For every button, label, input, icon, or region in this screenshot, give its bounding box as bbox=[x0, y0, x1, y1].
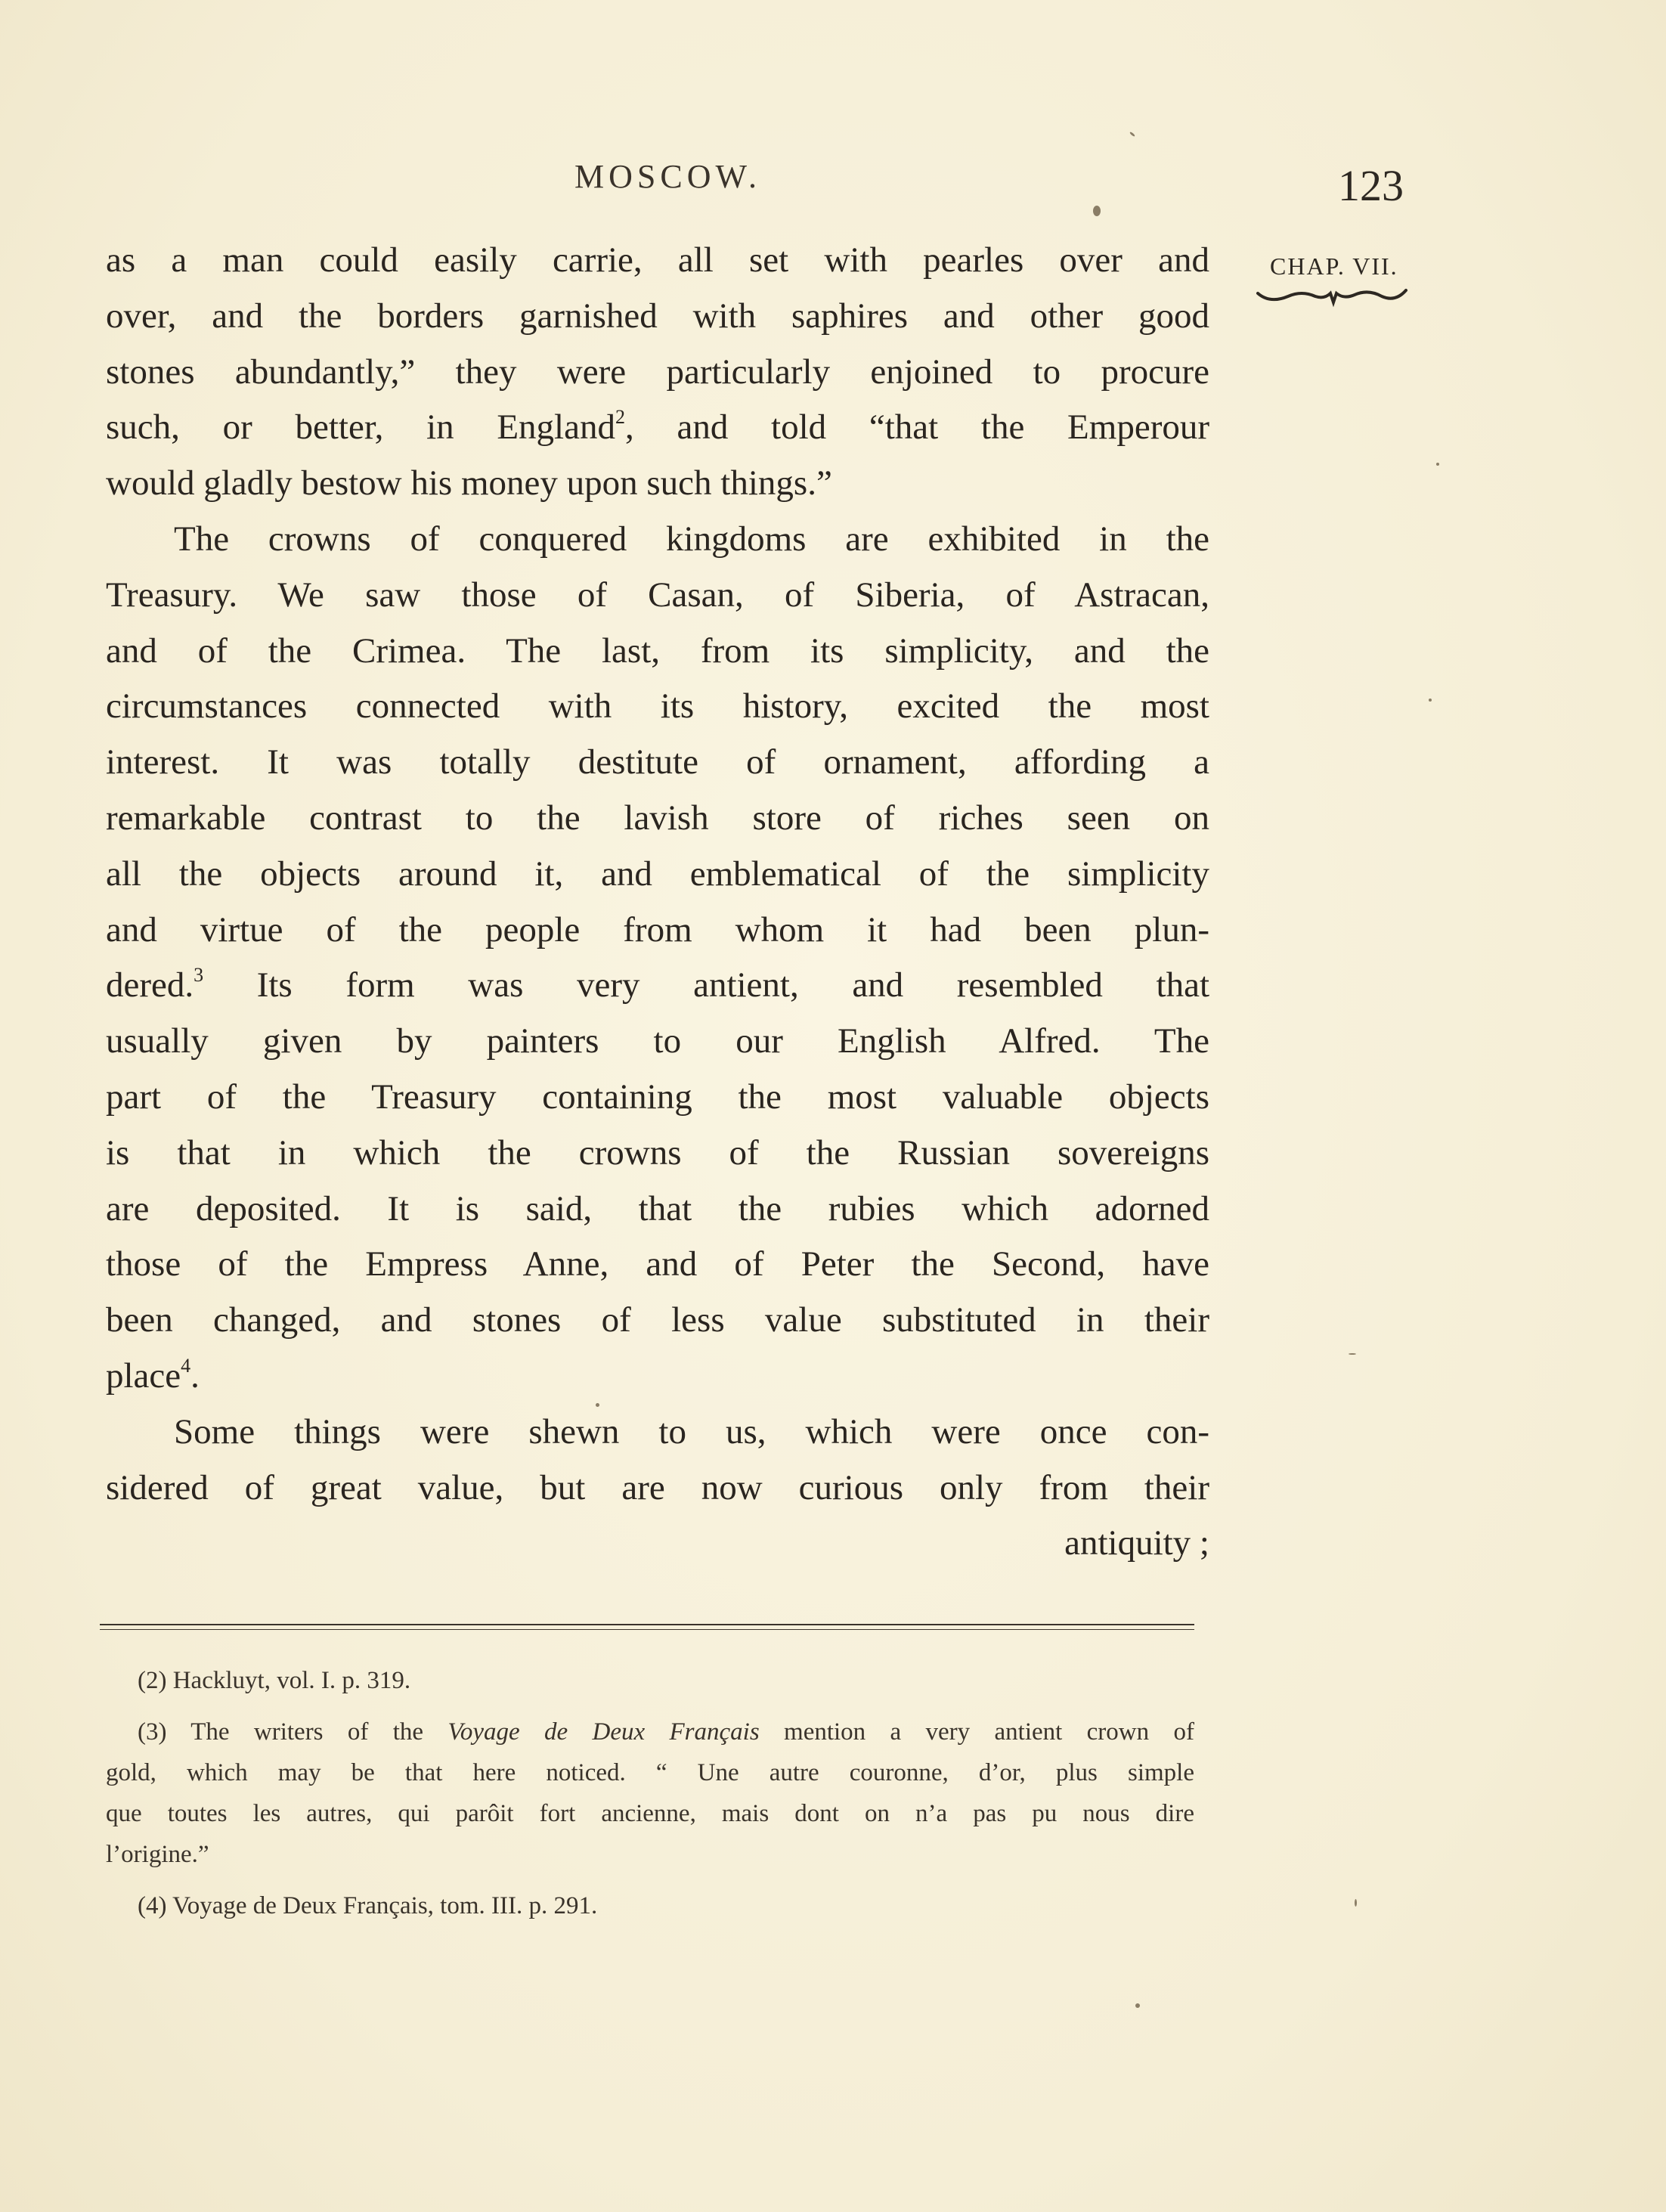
chapter-flourish-ornament bbox=[1255, 286, 1409, 308]
footnote-3-line bbox=[106, 1712, 1194, 1752]
text-line: and virtue of the people from whom it had been plun- bbox=[106, 909, 1209, 950]
footnotes bbox=[106, 1660, 1194, 1926]
note-reference: 4 bbox=[181, 1354, 191, 1377]
footnote-4: (4) Voyage de Deux Français, tom. III. p. 291. bbox=[138, 1892, 598, 1919]
text-line: as a man could easily carrie, all set with pearles over and bbox=[106, 240, 1209, 280]
paper-speck bbox=[1355, 1899, 1357, 1907]
text-segment: place bbox=[106, 1355, 181, 1396]
note-reference: 2 bbox=[615, 406, 625, 429]
page-number: 123 bbox=[1338, 161, 1404, 210]
text-line: those of the Empress Anne, and of Peter the Second, have bbox=[106, 1244, 1209, 1284]
text-line: usually given by painters to our English Alfred. The bbox=[106, 1021, 1209, 1061]
note-reference: 3 bbox=[194, 964, 204, 987]
book-title: Voyage de Deux Français bbox=[447, 1718, 760, 1746]
catchword: antiquity ; bbox=[1064, 1523, 1209, 1563]
text-line: remarkable contrast to the lavish store of riches seen on bbox=[106, 798, 1209, 838]
text-segment: (3) The writers of the bbox=[138, 1718, 448, 1746]
text-line: Some things were shewn to us, which were once con- bbox=[174, 1411, 1209, 1451]
text-line: and of the Crimea. The last, from its simplicity, and the bbox=[106, 630, 1209, 671]
footnote-rule bbox=[100, 1624, 1194, 1630]
text-line: are deposited. It is said, that the rubies which adorned bbox=[106, 1188, 1209, 1228]
text-line bbox=[106, 958, 1209, 1014]
text-line: would gladly bestow his money upon such things.” bbox=[106, 463, 832, 503]
paper-speck bbox=[1349, 1353, 1356, 1355]
footnote-3-line: que toutes les autres, qui parôit fort ancienne, mais dont on n’a pas pu nous dire bbox=[106, 1800, 1194, 1827]
text-segment: such, or better, in England bbox=[106, 407, 615, 448]
paper-speck bbox=[1129, 132, 1135, 137]
text-line: been changed, and stones of less value substituted in their bbox=[106, 1300, 1209, 1340]
text-line bbox=[106, 400, 1209, 456]
footnote-3-line: l’origine.” bbox=[106, 1841, 209, 1868]
text-line bbox=[106, 1349, 1209, 1405]
text-line: circumstances connected with its history, excited the most bbox=[106, 686, 1209, 726]
paper-speck bbox=[1429, 699, 1432, 702]
text-segment: Its form was very antient, and resembled that bbox=[203, 965, 1209, 1005]
text-line: is that in which the crowns of the Russian sovereigns bbox=[106, 1132, 1209, 1173]
text-segment: dered. bbox=[106, 965, 194, 1005]
footnote-2: (2) Hackluyt, vol. I. p. 319. bbox=[138, 1667, 411, 1694]
footnote-3-line: gold, which may be that here noticed. “ Une autre couronne, d’or, plus simple bbox=[106, 1759, 1194, 1786]
text-line: The crowns of conquered kingdoms are exhibited in the bbox=[174, 519, 1209, 559]
text-line: Treasury. We saw those of Casan, of Siberia, of Astracan, bbox=[106, 575, 1209, 615]
text-line: interest. It was totally destitute of ornament, affording a bbox=[106, 742, 1209, 782]
text-segment: , and told “that the Emperour bbox=[624, 407, 1209, 448]
text-line: part of the Treasury containing the most valuable objects bbox=[106, 1077, 1209, 1117]
text-line: over, and the borders garnished with saphires and other good bbox=[106, 296, 1209, 336]
chapter-label: CHAP. VII. bbox=[1270, 252, 1398, 280]
text-line: stones abundantly,” they were particularly enjoined to procure bbox=[106, 352, 1209, 392]
text-segment: mention a very antient crown of bbox=[759, 1718, 1194, 1746]
text-line: sidered of great value, but are now curious only from their bbox=[106, 1467, 1209, 1507]
paper-speck bbox=[1135, 2003, 1140, 2008]
text-segment: . bbox=[190, 1355, 200, 1396]
running-head: MOSCOW. bbox=[574, 158, 761, 195]
paper-speck bbox=[596, 1403, 599, 1407]
paper-speck bbox=[1436, 463, 1439, 466]
paper-speck bbox=[1093, 206, 1101, 216]
body-text bbox=[106, 233, 1209, 1572]
text-line: all the objects around it, and emblematical of the simplicity bbox=[106, 854, 1209, 894]
